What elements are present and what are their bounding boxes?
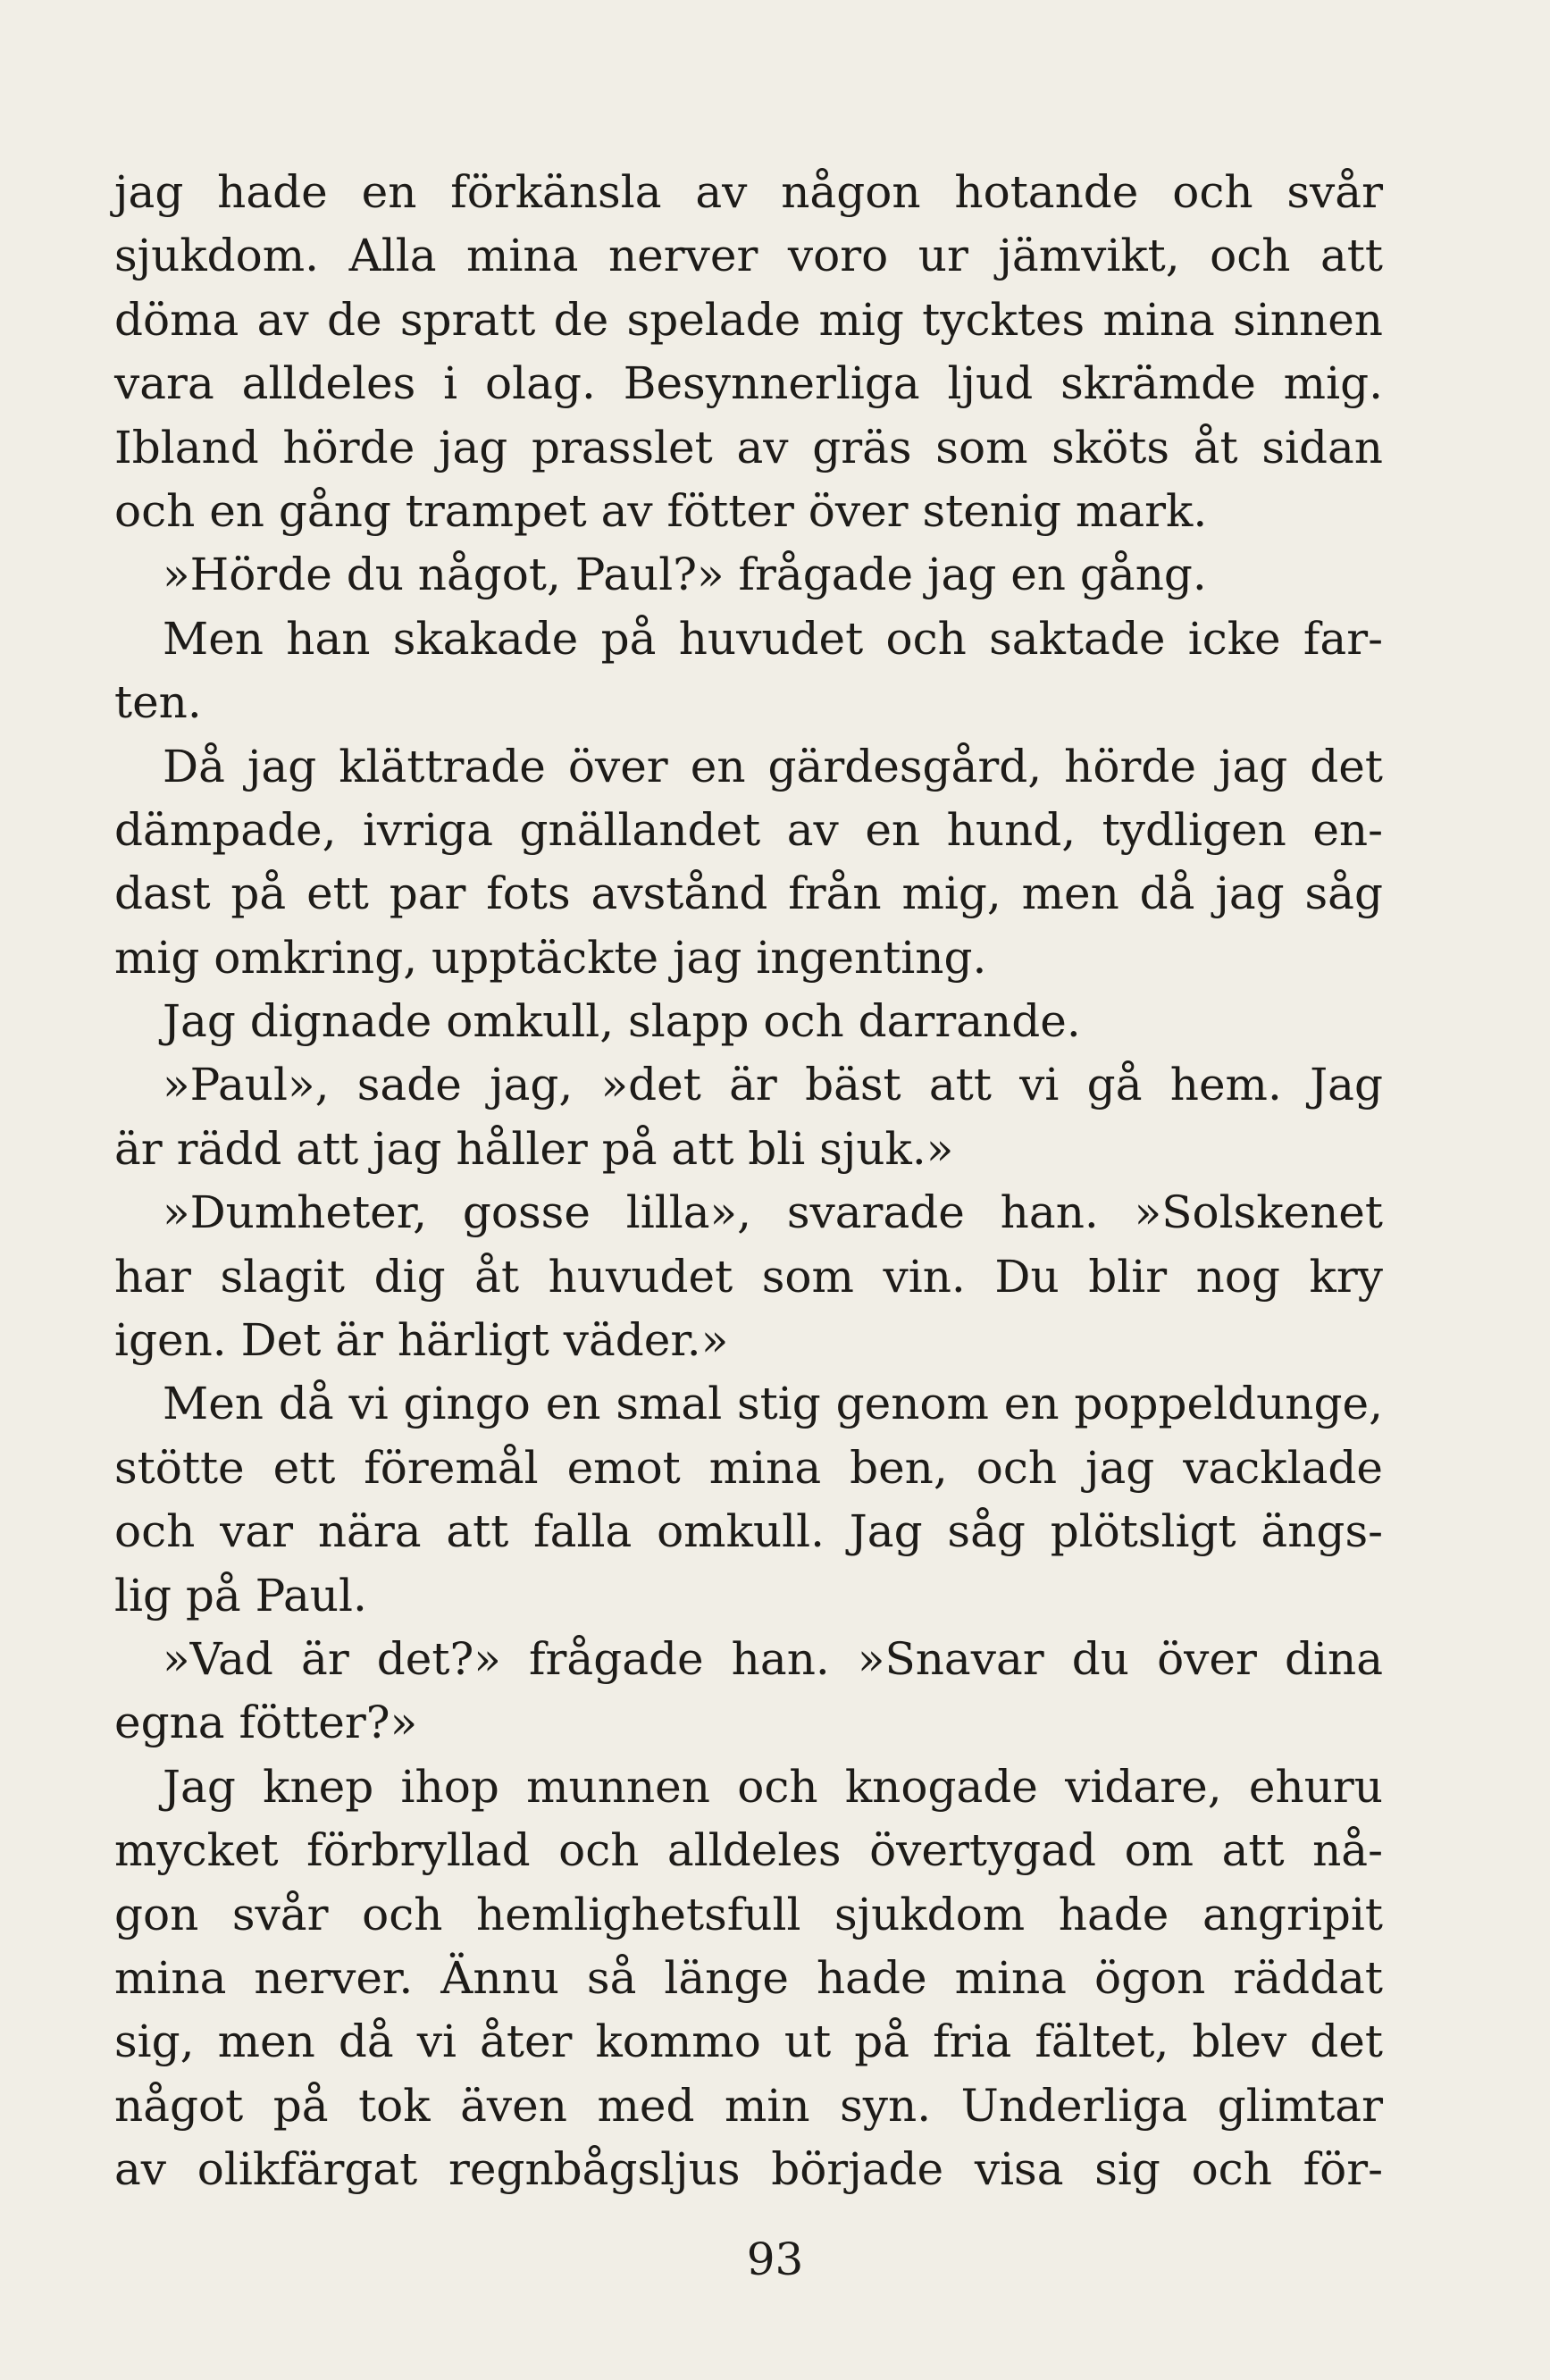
text-line: Då jag klättrade över en gärdesgård, hörde jag det [163,740,1383,792]
text-line: mina nerver. Ännu så länge hade mina ögon räddat [114,1951,1383,2004]
text-line: är rädd att jag håller på att bli sjuk.» [114,1122,954,1175]
page-number: 93 [746,2233,804,2285]
body-text [114,161,1383,2202]
text-line: »Hörde du något, Paul?» frågade jag en gång. [163,549,1207,601]
text-line: stötte ett föremål emot mina ben, och jag vacklade [114,1441,1383,1494]
text-line: döma av de spratt de spelade mig tycktes mina sinnen [114,293,1383,346]
text-line: egna fötter?» [114,1697,418,1749]
text-line: lig på Paul. [114,1569,367,1622]
text-line: »Vad är det?» frågade han. »Snavar du över dina [163,1632,1383,1685]
text-line: sig, men då vi åter kommo ut på fria fältet, blev det [114,2015,1383,2068]
text-line: mycket förbryllad och alldeles övertygad om att nå- [114,1824,1383,1877]
text-line: har slagit dig åt huvudet som vin. Du blir nog kry [114,1250,1383,1303]
text-line: »Dumheter, gosse lilla», svarade han. »Solskenet [163,1186,1383,1239]
text-line: Men han skakade på huvudet och saktade icke far- [163,612,1383,665]
text-line: jag hade en förkänsla av någon hotande och svår [114,166,1383,218]
text-line: igen. Det är härligt väder.» [114,1314,729,1367]
text-line: vara alldeles i olag. Besynnerliga ljud skrämde mig. [114,357,1383,410]
text-line: och en gång trampet av fötter över stenig mark. [114,484,1208,537]
text-line: ten. [114,676,202,729]
text-line: dämpade, ivriga gnällandet av en hund, tydligen en- [114,803,1383,856]
text-line: Ibland hörde jag prasslet av gräs som sköts åt sidan [114,421,1383,473]
text-line: något på tok även med min syn. Underliga glimtar [114,2079,1383,2132]
text-line: Men då vi gingo en smal stig genom en poppeldunge, [163,1378,1383,1430]
text-line: sjukdom. Alla mina nerver voro ur jämvikt, och att [114,230,1383,282]
text-line: dast på ett par fots avstånd från mig, men då jag såg [114,867,1383,920]
text-line: av olikfärgat regnbågsljus började visa sig och för- [114,2143,1383,2196]
text-line: mig omkring, upptäckte jag ingenting. [114,931,987,984]
text-line: och var nära att falla omkull. Jag såg plötsligt ängs- [114,1505,1383,1558]
text-line: »Paul», sade jag, »det är bäst att vi gå hem. Jag [163,1059,1383,1111]
text-line: Jag dignade omkull, slapp och darrande. [163,995,1081,1048]
text-line: Jag knep ihop munnen och knogade vidare, ehuru [163,1760,1383,1813]
text-line: gon svår och hemlighetsfull sjukdom hade angripit [114,1888,1383,1940]
